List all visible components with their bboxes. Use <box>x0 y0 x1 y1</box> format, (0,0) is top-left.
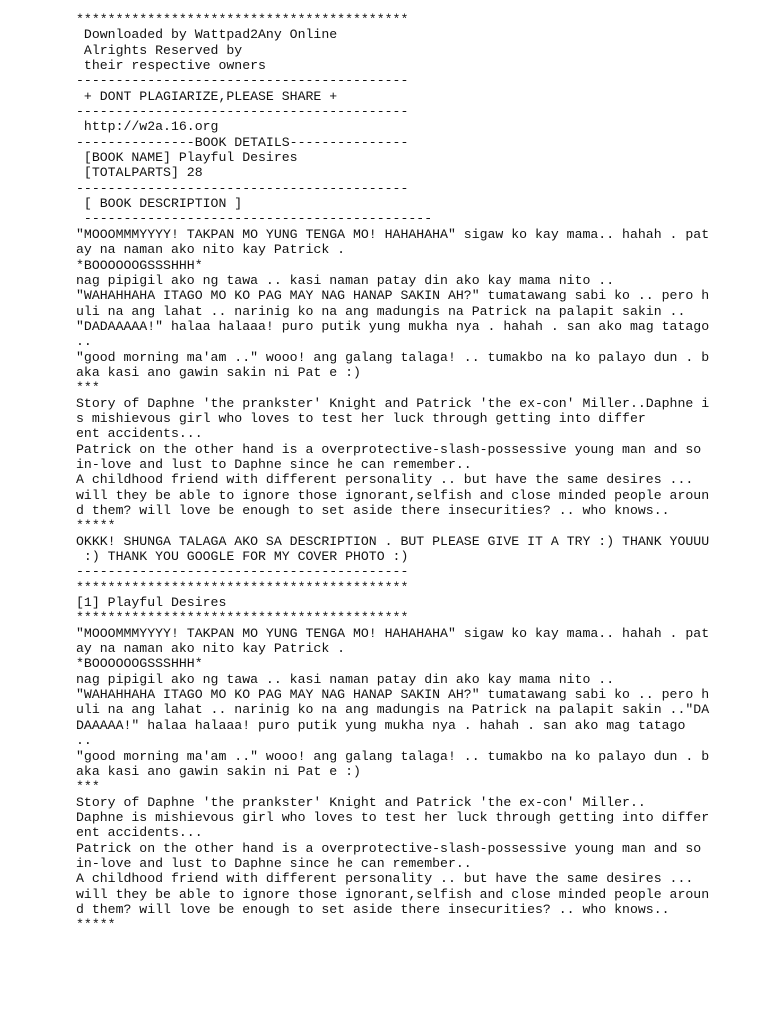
text-line: s mishievous girl who loves to test her luck through getting into differ <box>76 410 646 426</box>
document-body <box>76 12 710 933</box>
text-line: ****************************************** <box>76 610 409 626</box>
text-line: "DADAAAAA!" halaa halaaa! puro putik yung mukha nya . hahah . san ako mag tatago <box>76 318 710 334</box>
text-line: in-love and lust to Daphne since he can remember.. <box>76 456 472 472</box>
text-line: A childhood friend with different personality .. but have the same desires ... <box>76 472 694 488</box>
text-line: ***** <box>76 518 116 534</box>
text-line: ------------------------------------------ <box>76 564 409 580</box>
text-line: ------------------------------------------ <box>76 180 409 196</box>
text-line: Patrick on the other hand is a overprotective-slash-possessive young man and so <box>76 840 702 856</box>
text-line: [BOOK NAME] Playful Desires <box>76 150 298 166</box>
text-line: :) THANK YOU GOOGLE FOR MY COVER PHOTO :) <box>76 549 409 565</box>
text-line: Alrights Reserved by <box>76 42 243 58</box>
text-line: *BOOOOOOGSSSHHH* <box>76 257 203 273</box>
text-line: A childhood friend with different personality .. but have the same desires ... <box>76 871 694 887</box>
text-line: nag pipigil ako ng tawa .. kasi naman patay din ako kay mama nito .. <box>76 272 615 288</box>
text-line: uli na ang lahat .. narinig ko na ang madungis na Patrick na palapit sakin .."DA <box>76 702 710 718</box>
text-line: d them? will love be enough to set aside there insecurities? .. who knows.. <box>76 901 670 917</box>
text-line: "WAHAHHAHA ITAGO MO KO PAG MAY NAG HANAP SAKIN AH?" tumatawang sabi ko .. pero h <box>76 288 710 304</box>
text-line: "MOOOMMMYYYY! TAKPAN MO YUNG TENGA MO! HAHAHAHA" sigaw ko kay mama.. hahah . pat <box>76 625 710 641</box>
text-line: ------------------------------------------ <box>76 104 409 120</box>
text-line: their respective owners <box>76 58 266 74</box>
text-line: ay na naman ako nito kay Patrick . <box>76 242 346 258</box>
text-line: Downloaded by Wattpad2Any Online <box>76 27 338 43</box>
text-line: aka kasi ano gawin sakin ni Pat e :) <box>76 763 361 779</box>
text-line: *BOOOOOOGSSSHHH* <box>76 656 203 672</box>
text-line: .. <box>76 334 92 350</box>
text-line: in-love and lust to Daphne since he can remember.. <box>76 855 472 871</box>
text-line: DAAAAA!" halaa halaaa! puro putik yung mukha nya . hahah . san ako mag tatago <box>76 717 686 733</box>
text-line: "good morning ma'am .." wooo! ang galang talaga! .. tumakbo na ko palayo dun . b <box>76 349 710 365</box>
text-line: will they be able to ignore those ignorant,selfish and close minded people aroun <box>76 886 710 902</box>
text-line: .. <box>76 733 92 749</box>
text-line: d them? will love be enough to set aside there insecurities? .. who knows.. <box>76 503 670 518</box>
text-line: ent accidents... <box>76 825 203 841</box>
text-line: "WAHAHHAHA ITAGO MO KO PAG MAY NAG HANAP SAKIN AH?" tumatawang sabi ko .. pero h <box>76 687 710 703</box>
text-line: nag pipigil ako ng tawa .. kasi naman patay din ako kay mama nito .. <box>76 671 615 687</box>
text-line: ***** <box>76 917 116 933</box>
text-line: [ BOOK DESCRIPTION ] <box>76 196 243 212</box>
text-line: Story of Daphne 'the prankster' Knight and Patrick 'the ex-con' Miller.. <box>76 794 646 810</box>
text-line: [TOTALPARTS] 28 <box>76 165 203 181</box>
text-line: *** <box>76 779 100 795</box>
text-line: will they be able to ignore those ignorant,selfish and close minded people aroun <box>76 487 710 503</box>
text-line: ------------------------------------------ <box>76 73 409 89</box>
text-line: Patrick on the other hand is a overprotective-slash-possessive young man and so <box>76 441 702 457</box>
text-line: ---------------BOOK DETAILS--------------- <box>76 134 409 150</box>
text-line: aka kasi ano gawin sakin ni Pat e :) <box>76 364 361 380</box>
text-line: [1] Playful Desires <box>76 595 227 611</box>
text-line: uli na ang lahat .. narinig ko na ang madungis na Patrick na palapit sakin .. <box>76 303 686 319</box>
text-line: "MOOOMMMYYYY! TAKPAN MO YUNG TENGA MO! HAHAHAHA" sigaw ko kay mama.. hahah . pat <box>76 226 710 242</box>
text-line: -------------------------------------------- <box>76 211 433 227</box>
text-line: *** <box>76 380 100 396</box>
text-line: ay na naman ako nito kay Patrick . <box>76 641 346 657</box>
text-line: Story of Daphne 'the prankster' Knight and Patrick 'the ex-con' Miller..Daphne i <box>76 395 710 411</box>
text-line: ****************************************** <box>76 579 409 595</box>
text-line: Daphne is mishievous girl who loves to test her luck through getting into differ <box>76 809 710 825</box>
text-line: http://w2a.16.org <box>76 119 219 135</box>
text-line: OKKK! SHUNGA TALAGA AKO SA DESCRIPTION . BUT PLEASE GIVE IT A TRY :) THANK YOUUU <box>76 533 710 549</box>
text-line: + DONT PLAGIARIZE,PLEASE SHARE + <box>76 88 338 104</box>
text-line: "good morning ma'am .." wooo! ang galang talaga! .. tumakbo na ko palayo dun . b <box>76 748 710 764</box>
text-line: ent accidents... <box>76 426 203 442</box>
text-line: ****************************************** <box>76 12 409 27</box>
